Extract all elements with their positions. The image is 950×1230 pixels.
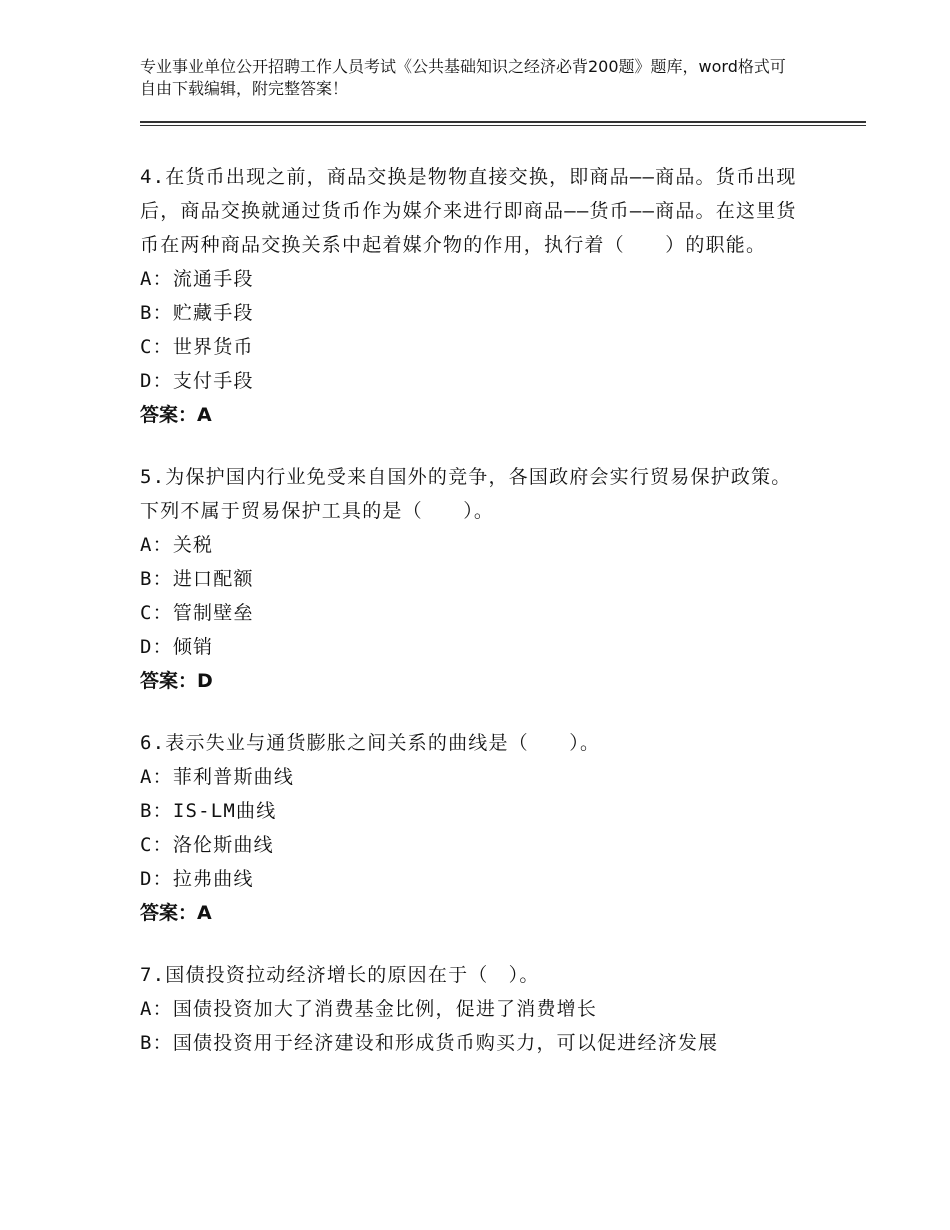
option-c: C：管制壁垒 (140, 602, 254, 624)
option-b: B：IS-LM曲线 (140, 800, 277, 822)
option-d: D：拉弗曲线 (140, 868, 254, 890)
question-6 (140, 726, 800, 930)
header-divider-thin (140, 125, 866, 126)
document-header: 专业事业单位公开招聘工作人员考试《公共基础知识之经济必背200题》题库，word格式可自由下载编辑，附完整答案！ (140, 57, 786, 98)
question-text: 4.在货币出现之前，商品交换是物物直接交换，即商品——商品。货币出现后，商品交换就通过货币作为媒介来进行即商品——货币——商品。在这里货币在两种商品交换关系中起着媒介物的作用，执行着（ ）的职能。 (140, 166, 797, 256)
header-divider-thick (140, 121, 866, 123)
question-text: 6.表示失业与通货膨胀之间关系的曲线是（ ）。 (140, 732, 601, 754)
question-text: 5.为保护国内行业免受来自国外的竞争，各国政府会实行贸易保护政策。下列不属于贸易保护工具的是（ ）。 (140, 466, 792, 522)
answer: 答案：A (140, 902, 212, 924)
option-c: C：世界货币 (140, 336, 254, 358)
question-4 (140, 160, 800, 432)
option-d: D：支付手段 (140, 370, 254, 392)
option-a: A：流通手段 (140, 268, 254, 290)
option-b: B：进口配额 (140, 568, 254, 590)
option-a: A：国债投资加大了消费基金比例，促进了消费增长 (140, 998, 598, 1020)
option-d: D：倾销 (140, 636, 214, 658)
option-a: A：菲利普斯曲线 (140, 766, 295, 788)
question-7 (140, 958, 800, 1060)
question-list (140, 160, 800, 1088)
option-c: C：洛伦斯曲线 (140, 834, 274, 856)
option-b: B：贮藏手段 (140, 302, 254, 324)
option-a: A：关税 (140, 534, 214, 556)
question-5 (140, 460, 800, 698)
answer: 答案：A (140, 404, 212, 426)
option-b: B：国债投资用于经济建设和形成货币购买力，可以促进经济发展 (140, 1032, 719, 1054)
answer: 答案：D (140, 670, 213, 692)
question-text: 7.国债投资拉动经济增长的原因在于（ ）。 (140, 964, 540, 986)
